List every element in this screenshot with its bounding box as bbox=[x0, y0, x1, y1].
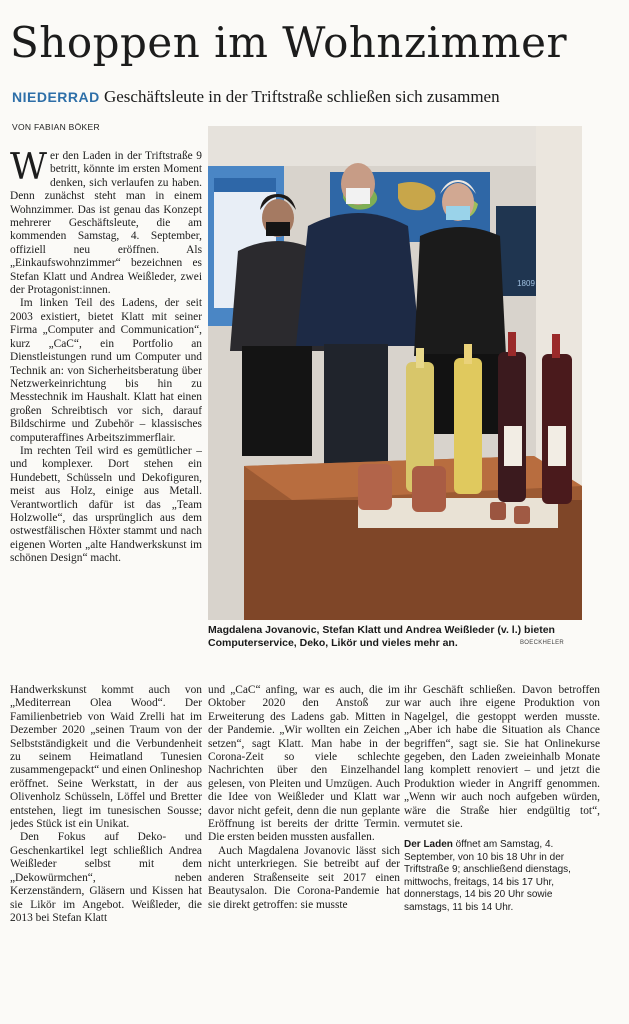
paragraph: ihr Geschäft schließen. Davon betroffen war auch ihre eigene Produktion von Nagelgel, die gestoppt werden musste. „Aber ich habe die Situation als Chance begriffen“, sagt sie. Sie hat Onlinekurse gegeben, den Laden zweieinhalb Monate lang komplett renoviert – und jetzt die Produktion wieder in Angriff genommen. „Wenn wir auch noch aufgeben würden, wäre die Straße hier endgültig tot“, vermutet sie. bbox=[404, 684, 600, 831]
opening-hours-lead: Der Laden bbox=[404, 839, 453, 851]
subheadline: Geschäftsleute in der Triftstraße schließen sich zusammen bbox=[103, 87, 500, 106]
screen-number: 1809 bbox=[517, 279, 535, 288]
paragraph: Im linken Teil des Ladens, der seit 2003 existiert, bietet Klatt mit seiner Firma „Computer and Communication“, kurz „CaC“, ein Portfolio an Dienstleistungen rund um Computer und Technik an: von Sicherheitsberatung über Netzwerkeinrichtung bis hin zu Messtechnik im Haushalt. Klatt hat einen großen Schreibtisch vor sich, darauf Bildschirme und Zubehör – klassisches computeraffines Arbeitszimmerflair. bbox=[10, 297, 202, 444]
article-column-intro bbox=[10, 150, 202, 682]
paragraph: Handwerkskunst kommt auch von „Mediterrean Olea Wood“. Der Familienbetrieb von Waid Zrelli hat im Dezember 2020 „seinen Traum von der Selbstständigkeit und die Verbundenheit zu seinem Heimatland Tunesien zusammengepackt“ und einen Onlineshop eröffnet. Seine Werkstatt, in der aus Olivenholz Schüsseln, Löffel und Bretter entstehen, liegt im tunesischen Sousse; jedes Stück ist ein Unikat. bbox=[10, 684, 202, 831]
drop-cap: W bbox=[10, 150, 48, 188]
article-column-3 bbox=[404, 684, 600, 1009]
article-photo bbox=[208, 126, 582, 620]
paragraph-lead bbox=[10, 150, 202, 297]
paragraph: Den Fokus auf Deko- und Geschenkartikel legt schließlich Andrea Weißleder selbst mit dem „Dekowürmchen“, neben Kerzenständern, Gläsern und Kissen hat sie Likör im Angebot. Weißleder, die 2013 bei Stefan Klatt bbox=[10, 831, 202, 924]
paragraph-lead-text: er den Laden in der Triftstraße 9 betritt, könnte im ersten Moment denken, sich verlaufen zu haben. Denn zunächst steht man in einem Wohnzimmer. Das ist genau das Konzept mehrerer Geschäftsleute, die am kommenden Samstag, 4. September, offiziell neu eröffnen. Als „Einkaufswohnzimmer“ bezeichnen es Stefan Klatt und Andrea Weißleder, zwei der Protagonist:innen. bbox=[10, 150, 202, 297]
photo-caption: Magdalena Jovanovic, Stefan Klatt und Andrea Weißleder (v. l.) bieten Computerservice, Deko, Likör und vieles mehr an. bbox=[208, 624, 555, 649]
opening-hours-text: öffnet am Samstag, 4. September, von 10 bis 18 Uhr in der Triftstraße 9; anschließend dienstags, mittwochs, freitags, 14 bis 17 Uhr, donnerstags, 14 bis 20 Uhr sowie samstags, 11 bis 14 Uhr. bbox=[404, 839, 571, 913]
paragraph: und „CaC“ anfing, war es auch, die im Oktober 2020 den Anstoß zur Erweiterung des Ladens gab. Mitten in der Pandemie. „Wir wollten ein Zeichen setzen“, sagt Klatt. Man habe in der Corona-Zeit so viele schlechte Nachrichten über den Einzelhandel gelesen, von Pleiten und Umzügen. Auch die Idee von Weißleder und Klatt war davor nicht gefeit, denn die nun geplante Eröffnung ist bereits der dritte Termin. Die ersten beiden mussten ausfallen. bbox=[208, 684, 400, 844]
subheadline-row bbox=[12, 86, 622, 108]
shop-interior-illustration bbox=[208, 126, 582, 620]
headline: Shoppen im Wohnzimmer bbox=[10, 18, 568, 67]
paragraph: Im rechten Teil wird es gemütlicher – und komplexer. Dort stehen ein Hundebett, Schüsseln und Dekofiguren, meist aus Holz, einige aus Metall. Verantwortlich dafür ist das „Team Holzwolle“, das ursprünglich aus dem ostwestfälischen Höxter stammt und nach eigenen Worten „alte Handwerkskunst im schönen Design“ macht. bbox=[10, 444, 202, 565]
paragraph: Auch Magdalena Jovanovic lässt sich nicht unterkriegen. Sie betreibt auf der anderen Straßenseite seit 2017 einen Beautysalon. Die Corona-Pandemie hat sie direkt getroffen: sie musste bbox=[208, 844, 400, 911]
byline: VON FABIAN BÖKER bbox=[12, 122, 100, 132]
opening-hours-box bbox=[404, 839, 600, 914]
photo-credit: BOECKHELER bbox=[520, 640, 565, 646]
kicker-location: NIEDERRAD bbox=[12, 89, 100, 105]
article-column-2 bbox=[208, 684, 400, 1009]
article-column-1 bbox=[10, 684, 202, 1009]
